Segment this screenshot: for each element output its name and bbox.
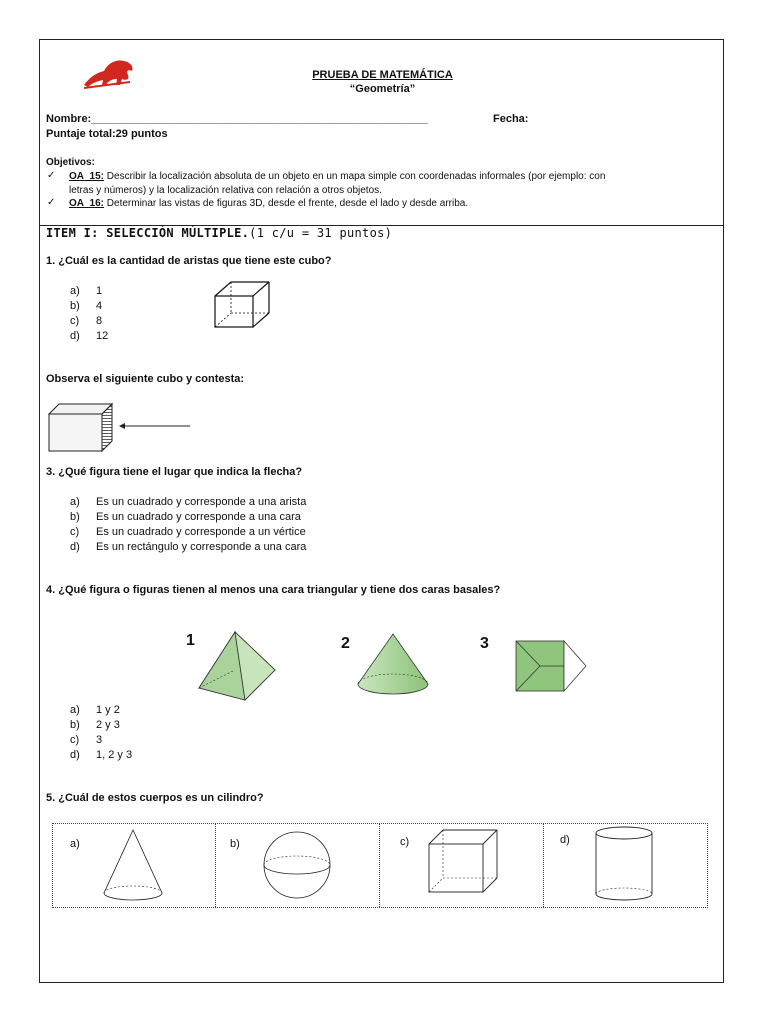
option-a[interactable]: a) Es un cuadrado y corresponde a una arista — [70, 496, 307, 508]
striped-cube-arrow-icon — [47, 402, 195, 454]
test-subtitle: “Geometría” — [349, 83, 416, 95]
question-5: 5. ¿Cuál de estos cuerpos es un cilindro? — [46, 792, 264, 804]
cell-b-letter[interactable]: b) — [230, 838, 240, 850]
checkmark-icon: ✓ — [47, 170, 56, 181]
cell-d-letter[interactable]: d) — [560, 834, 570, 846]
triangular-prism-icon — [514, 638, 588, 694]
figure-label-3: 3 — [480, 635, 489, 652]
table-divider — [379, 824, 380, 907]
section-heading-bold: ITEM I: SELECCIÓN MÚLTIPLE. — [46, 226, 250, 240]
objective-oa16 — [69, 197, 468, 211]
name-field-label: Nombre:_______________________________________________________ — [46, 113, 428, 125]
question-3-options — [70, 495, 306, 555]
objectives-heading: Objetivos: — [46, 157, 95, 168]
observe-instruction: Observa el siguiente cubo y contesta: — [46, 373, 245, 385]
section-heading — [46, 226, 392, 240]
cell-c-letter[interactable]: c) — [400, 836, 410, 848]
option-a[interactable]: a) 1 y 2 — [70, 704, 120, 716]
option-b[interactable]: b) 2 y 3 — [70, 719, 120, 731]
objective-oa15-continued: letras y números) y la localización relativa con relación a otros objetos. — [69, 185, 382, 196]
date-field-label: Fecha: — [493, 113, 529, 125]
sphere-outline-icon — [259, 828, 335, 900]
cube-outline-icon — [427, 828, 501, 896]
objective-code: OA_16: — [69, 198, 105, 209]
objective-text: Determinar las vistas de figuras 3D, desde el frente, desde el lado y desde arriba. — [104, 198, 469, 209]
objective-code: OA_15: — [69, 171, 105, 182]
question-1-options — [70, 284, 108, 344]
option-b[interactable]: b) Es un cuadrado y corresponde a una cara — [70, 511, 301, 523]
option-c[interactable]: c) 3 — [70, 734, 103, 746]
objective-oa15 — [69, 170, 605, 184]
cell-a-letter[interactable]: a) — [70, 838, 80, 850]
question-4-options — [70, 703, 132, 763]
option-b[interactable]: b) 4 — [70, 300, 103, 312]
option-c[interactable]: c) 8 — [70, 315, 103, 327]
table-divider — [215, 824, 216, 907]
figure-label-2: 2 — [341, 635, 350, 652]
section-heading-points: (1 c/u = 31 puntos) — [249, 226, 393, 240]
question-4: 4. ¿Qué figura o figuras tienen al menos una cara triangular y tiene dos caras basales? — [46, 584, 501, 596]
option-d[interactable]: d) 1, 2 y 3 — [70, 749, 133, 761]
pyramid-icon — [195, 630, 277, 704]
cone-outline-icon — [101, 828, 165, 902]
test-title: PRUEBA DE MATEMÁTICA — [312, 69, 453, 81]
cylinder-outline-icon — [593, 824, 655, 904]
answer-table — [52, 823, 708, 908]
total-score: Puntaje total:29 puntos — [46, 128, 168, 140]
objective-text: Describir la localización absoluta de un objeto en un mapa simple con coordenadas informales (por ejemplo: con — [104, 171, 606, 182]
option-d[interactable]: d) 12 — [70, 330, 109, 342]
figure-label-1: 1 — [186, 632, 195, 649]
question-3: 3. ¿Qué figura tiene el lugar que indica la flecha? — [46, 466, 303, 478]
option-a[interactable]: a) 1 — [70, 285, 103, 297]
option-d[interactable]: d) Es un rectángulo y corresponde a una cara — [70, 541, 307, 553]
table-divider — [543, 824, 544, 907]
lion-logo-icon — [80, 55, 138, 91]
question-1: 1. ¿Cuál es la cantidad de aristas que tiene este cubo? — [46, 255, 332, 267]
cube-wireframe-icon — [213, 280, 271, 330]
checkmark-icon: ✓ — [47, 197, 56, 208]
option-c[interactable]: c) Es un cuadrado y corresponde a un vértice — [70, 526, 306, 538]
cone-icon — [355, 632, 431, 696]
